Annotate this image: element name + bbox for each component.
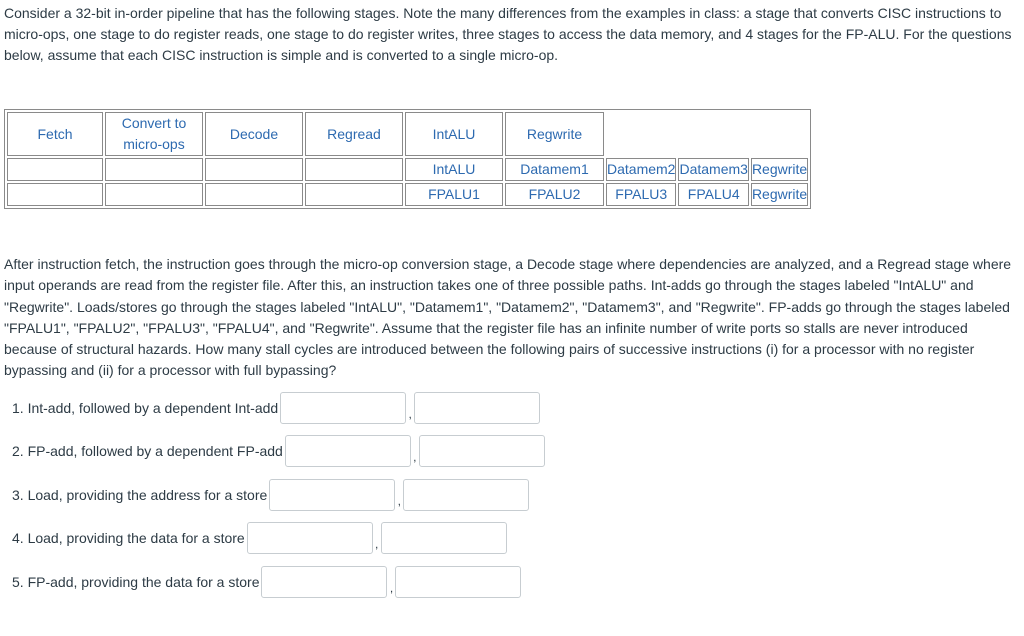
- question-4-label: 4. Load, providing the data for a store: [12, 530, 245, 546]
- question-5-answer-bypass[interactable]: [395, 566, 521, 598]
- pipeline-row-1: [7, 112, 808, 156]
- stage-regwrite-fp: Regwrite: [751, 183, 808, 206]
- comma-separator: ,: [413, 450, 417, 464]
- question-5-label: 5. FP-add, providing the data for a store: [12, 574, 260, 590]
- comma-separator: ,: [375, 537, 379, 551]
- question-4-answer-no-bypass[interactable]: [247, 522, 373, 554]
- pipeline-row-2: [7, 158, 808, 181]
- empty-cell: [105, 158, 203, 181]
- stage-intalu-mem: IntALU: [405, 158, 503, 181]
- question-3-answer-bypass[interactable]: [403, 479, 529, 511]
- question-5: [12, 565, 521, 599]
- question-3-answer-no-bypass[interactable]: [269, 479, 395, 511]
- empty-cell: [305, 183, 403, 206]
- stage-fpalu2: FPALU2: [505, 183, 604, 206]
- stage-regwrite-mem: Regwrite: [751, 158, 808, 181]
- empty-cell: [7, 183, 103, 206]
- question-4-answer-bypass[interactable]: [381, 522, 507, 554]
- question-1-answer-no-bypass[interactable]: [280, 392, 406, 424]
- stage-convert: Convert to micro-ops: [105, 112, 203, 156]
- question-3: [12, 478, 529, 512]
- empty-cell: [305, 158, 403, 181]
- stage-regwrite: Regwrite: [505, 112, 604, 156]
- comma-separator: ,: [408, 407, 412, 421]
- empty-cell: [105, 183, 203, 206]
- stage-fpalu3: FPALU3: [606, 183, 676, 206]
- pipeline-row-3: [7, 183, 808, 206]
- stage-fpalu4: FPALU4: [678, 183, 748, 206]
- question-2-label: 2. FP-add, followed by a dependent FP-add: [12, 443, 283, 459]
- stage-datamem1: Datamem1: [505, 158, 604, 181]
- stage-datamem3: Datamem3: [678, 158, 748, 181]
- stage-regread: Regread: [305, 112, 403, 156]
- question-2-answer-no-bypass[interactable]: [285, 435, 411, 467]
- question-1-label: 1. Int-add, followed by a dependent Int-add: [12, 400, 279, 416]
- question-1-answer-bypass[interactable]: [414, 392, 540, 424]
- question-4: [12, 521, 507, 555]
- stage-decode: Decode: [205, 112, 303, 156]
- empty-cell: [7, 158, 103, 181]
- intro-paragraph: Consider a 32-bit in-order pipeline that has the following stages. Note the many differences from the examples in class: a stage that converts CISC instructions to micro-ops, one stage to do register reads, one stage to do register writes, three stages to access the data memory, and 4 stages for the FP-ALU. For the questions below, assume that each CISC instruction is simple and is converted to a single micro-op.: [4, 5, 1012, 63]
- empty-cell: [606, 112, 808, 156]
- question-2: [12, 434, 545, 468]
- stage-fpalu1: FPALU1: [405, 183, 503, 206]
- question-2-answer-bypass[interactable]: [419, 435, 545, 467]
- question-3-label: 3. Load, providing the address for a store: [12, 487, 268, 503]
- question-1: [12, 391, 540, 425]
- stage-fetch: Fetch: [7, 112, 103, 156]
- stage-intalu: IntALU: [405, 112, 503, 156]
- comma-separator: ,: [389, 581, 394, 595]
- comma-separator: ,: [397, 494, 401, 508]
- question-5-answer-no-bypass[interactable]: [261, 566, 387, 598]
- stage-datamem2: Datamem2: [606, 158, 676, 181]
- question-paragraph: After instruction fetch, the instruction goes through the micro-op conversion stage, a Decode stage where dependencies are analyzed, and a Regread stage where input operands are read from the register file. After this, an instruction takes one of three possible paths. Int-adds go through the stages labeled "IntALU" and "Regwrite". Loads/stores go through the stages labeled "IntALU", "Datamem1", "Datamem2", "Datamem3", and "Regwrite". FP-adds go through the stages labeled "FPALU1", "FPALU2", "FPALU3", "FPALU4", and "Regwrite". Assume that the register file has an infinite number of write ports so stalls are never introduced because of structural hazards. How many stall cycles are introduced between the following pairs of successive instructions (i) for a processor with no register bypassing and (ii) for a processor with full bypassing?: [4, 256, 1012, 379]
- empty-cell: [205, 158, 303, 181]
- pipeline-table: [4, 109, 811, 209]
- empty-cell: [205, 183, 303, 206]
